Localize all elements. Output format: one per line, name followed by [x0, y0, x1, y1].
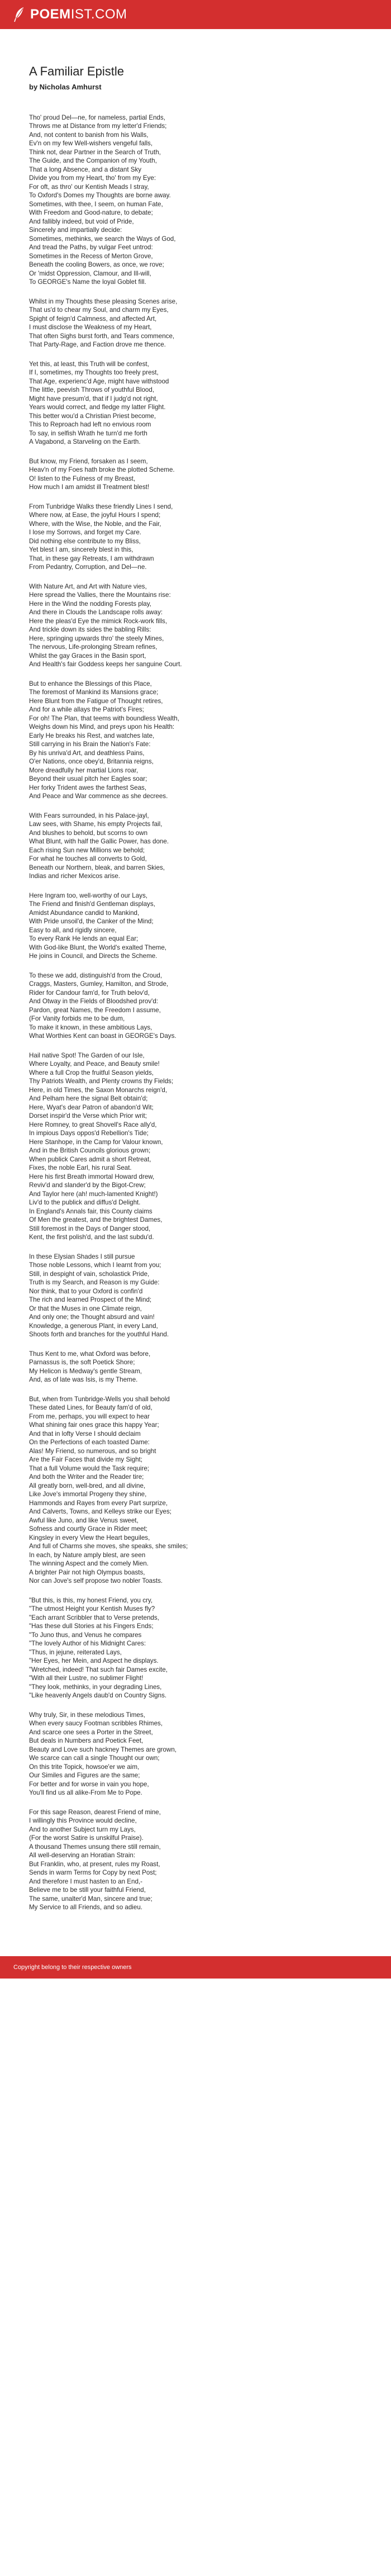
poem-line: But to enhance the Blessings of this Place,	[29, 680, 152, 687]
author-link[interactable]: Nicholas Amhurst	[39, 82, 102, 91]
poem-line: Did nothing else contribute to my Bliss,	[29, 537, 141, 545]
poem-line: But, when from Tunbridge-Wells you shall behold	[29, 1395, 170, 1403]
poem-line: Beauty and Love such hackney Themes are grown,	[29, 1745, 177, 1753]
poem-line: Those noble Lessons, which I learnt from you;	[29, 1261, 161, 1269]
poem-line: Still carrying in his Brain the Nation's Fate:	[29, 741, 151, 748]
poem-line: Here spread the Vallies, there the Mountains rise:	[29, 591, 171, 599]
poem-line: Shoots forth and branches for the youthful Hand.	[29, 1331, 169, 1338]
poem-line: What Worthies Kent can boast in GEORGE's Days.	[29, 1032, 177, 1040]
byline-label: by	[29, 82, 38, 91]
poem-line: I must disclose the Weakness of my Heart,	[29, 324, 152, 331]
poem-line: But know, my Friend, forsaken as I seem,	[29, 457, 148, 465]
poem-line: Sincerely and impartially decide:	[29, 226, 122, 234]
poem-line: O! listen to the Fulness of my Breast,	[29, 475, 136, 482]
poem-line: And in the British Councils glorious grown;	[29, 1147, 151, 1154]
poem-title: A Familiar Epistle	[29, 64, 124, 78]
poem-line: Throws me at Distance from my letter'd Friends;	[29, 122, 167, 130]
poem-line: What shining fair ones grace this happy Year;	[29, 1421, 159, 1429]
poem-line: Sometimes, with thee, I seem, on human Fate,	[29, 200, 163, 208]
poem-line: We scarce can call a single Thought our own;	[29, 1754, 160, 1762]
poem-line: Yet this, at least, this Truth will be confest,	[29, 360, 149, 368]
poem-line: Think not, dear Partner in the Search of Truth,	[29, 148, 161, 156]
poem-line: That a full Volume would the Task require;	[29, 1464, 150, 1472]
poem-line: Here the pleas'd Eye the mimick Rock-work fills,	[29, 617, 168, 625]
poem-line: From Tunbridge Walks these friendly Lines I send,	[29, 502, 173, 510]
poem-line: And full of Charms she moves, she speaks, she smiles;	[29, 1543, 188, 1550]
poem-line: With Pride unsoil'd, the Canker of the Mind;	[29, 918, 154, 925]
poem-line: "They look, methinks, in your degrading Lines,	[29, 1683, 162, 1691]
poem-line: Truth is my Search, and Reason is my Guide:	[29, 1279, 160, 1286]
poem-line: All greatly born, well-bred, and all divine,	[29, 1482, 146, 1489]
poem-line: To make it known, in these ambitious Lays,	[29, 1023, 152, 1031]
poem-line: And scarce one sees a Porter in the Street,	[29, 1728, 153, 1736]
poem-line: Rider for Candour fam'd, for Truth belov'd,	[29, 989, 150, 997]
poem-line: My Service to all Friends, and so adieu.	[29, 1904, 142, 1911]
poem-line: Where Loyalty, and Peace, and Beauty smile!	[29, 1060, 160, 1068]
poem-line: And, as of late was Isis, is my Theme.	[29, 1376, 138, 1383]
stanza	[29, 582, 362, 669]
poem-line: Yet blest I am, sincerely blest in this,	[29, 546, 133, 553]
poem-line: Her forky Trident awes the farthest Seas,	[29, 784, 147, 791]
poem-line: Years would correct, and fledge my latter Flight.	[29, 404, 166, 411]
poem-line: Amidst Abundance candid to Mankind,	[29, 909, 140, 917]
poem-line: And fallibly indeed, but void of Pride,	[29, 217, 134, 225]
poem-line: That us'd to chear my Soul, and charm my Eyes,	[29, 306, 169, 314]
poem-line: He joins in Council, and Directs the Scheme.	[29, 952, 158, 960]
poem-line: Beneath our Northern, bleak, and barren Skies,	[29, 864, 165, 871]
stanza	[29, 1253, 362, 1339]
site-logo[interactable]	[13, 7, 127, 22]
stanza	[29, 891, 362, 961]
stanza	[29, 1350, 362, 1384]
stanza	[29, 971, 362, 1041]
poem-line: Liv'd to the publick and diffus'd Delight.	[29, 1199, 141, 1206]
poem-line: Where now, at Ease, the joyful Hours I spend;	[29, 511, 161, 519]
poem-line: O'er Nations, once obey'd, Britannia reigns,	[29, 758, 154, 765]
poem-line: I willingly this Province would decline,	[29, 1817, 137, 1824]
poem-line: And therefore I must hasten to an End,-	[29, 1877, 143, 1885]
poem-line: With Freedom and Good-nature, to debate;	[29, 209, 153, 216]
poem-line: For oft, as thro' our Kentish Meads I stray,	[29, 183, 149, 191]
poem-line: The Friend and finish'd Gentleman displays,	[29, 900, 155, 908]
poem-line: "The lovely Author of his Midnight Cares:	[29, 1640, 146, 1647]
site-footer	[0, 1956, 391, 1979]
poem-line: You'll find us all alike-From Me to Pope.	[29, 1789, 142, 1796]
poem-line: In England's Annals fair, this County claims	[29, 1207, 152, 1215]
poem-line: The rich and learned Prospect of the Mind;	[29, 1296, 152, 1303]
poem-line: And for a while allays the Patriot's Fires;	[29, 706, 144, 713]
poem-line: And tread the Paths, by vulgar Feet untrod:	[29, 244, 153, 251]
poem-line: And Taylor here (ah! much-lamented Knight!)	[29, 1190, 158, 1198]
poem-line: Here Stanhope, in the Camp for Valour known,	[29, 1138, 163, 1146]
poem-line: From Pedantry, Corruption, and Del—ne.	[29, 563, 147, 571]
poem-line: With Nature Art, and Art with Nature vies,	[29, 582, 147, 590]
poem-line: And trickle down its sides the babling Rills:	[29, 626, 151, 633]
poem-line: Still, in despight of vain, scholastick Pride,	[29, 1270, 150, 1278]
stanza	[29, 1808, 362, 1912]
poem-line: A thousand Themes unsung there still remain,	[29, 1843, 161, 1851]
poem-line: And Health's fair Goddess keeps her sanguine Court.	[29, 661, 182, 668]
poem-line: (For Vanity forbids me to be dum,	[29, 1015, 125, 1022]
poem-line: Dorset inspir'd the Verse which Prior writ;	[29, 1112, 147, 1119]
poem-line: But deals in Numbers and Poetick Feet,	[29, 1737, 144, 1744]
stanza	[29, 457, 362, 492]
stanza	[29, 1395, 362, 1586]
poem-line: Easy to all, and rigidly sincere,	[29, 926, 117, 934]
poem-line: The winning Aspect and the comely Mien.	[29, 1560, 149, 1567]
poem-line: Here Ingram too, well-worthy of our Lays,	[29, 891, 147, 899]
poem-line: Thus Kent to me, what Oxford was before,	[29, 1350, 151, 1358]
poem-line: Heav'n of my Foes hath broke the plotted Scheme.	[29, 466, 175, 473]
poem-line: With God-like Blunt, the World's exalted Theme,	[29, 943, 167, 951]
poem-line: That a long Absence, and a distant Sky	[29, 165, 142, 173]
stanza	[29, 1711, 362, 1797]
poem-line: Here, springing upwards thro' the steely Mines,	[29, 634, 164, 642]
poem-line: And blushes to behold, but scorns to own	[29, 829, 148, 837]
poem-byline	[29, 83, 362, 91]
poem-line: Early He breaks his Rest, and watches late,	[29, 732, 155, 739]
poem-line: Ev'n on my few Well-wishers vengeful falls,	[29, 140, 153, 147]
poem-line: That often Sighs burst forth, and Tears commence,	[29, 332, 175, 340]
poem-line: When every saucy Footman scribbles Rhimes,	[29, 1720, 163, 1727]
poem-line: Whilst in my Thoughts these pleasing Scenes arise,	[29, 297, 178, 305]
poem-line: More dreadfully her martial Lions roar,	[29, 766, 139, 774]
poem-line: On this trite Topick, howsoe'er we aim,	[29, 1763, 140, 1771]
poem-line: Divide you from my Heart, tho' from my Eye:	[29, 174, 156, 182]
poem-line: With Fears surrounded, in his Palace-jayl,	[29, 812, 149, 819]
poem-line: Where, with the Wise, the Noble, and the Fair,	[29, 520, 161, 528]
poem-line: And to another Subject turn my Lays,	[29, 1825, 136, 1833]
poem-line: And, not content to banish from his Walls,	[29, 131, 149, 139]
poem-line: Whilst the gay Graces in the Basin sport,	[29, 652, 146, 660]
poem-line: Indias and richer Mexicos arise.	[29, 872, 121, 880]
poem-line: Beneath the cooling Bowers, as once, we rove;	[29, 261, 164, 268]
poem-line: Sometimes, methinks, we search the Ways of God,	[29, 235, 176, 243]
poem-line: Tho' proud Del—ne, for nameless, partial Ends,	[29, 113, 165, 121]
poem-line: Are the Fair Faces that divide my Sight;	[29, 1456, 142, 1463]
poem-line: "With all their Lustre, no sublimer Flight!	[29, 1674, 144, 1682]
poem-line: These dated Lines, for Beauty fam'd of old,	[29, 1404, 152, 1411]
poem-line: And Calverts, Towns, and Kelleys strike our Eyes;	[29, 1508, 171, 1515]
poem-line: Or that the Muses in one Climate reign,	[29, 1304, 142, 1312]
poem-content	[0, 29, 391, 1956]
poem-line: Our Similes and Figures are the same;	[29, 1772, 140, 1779]
poem-line: In each, by Nature amply blest, are seen	[29, 1551, 146, 1559]
poem-line: Still foremost in the Days of Danger stood,	[29, 1225, 151, 1232]
poem-line: And Pelham here the signal Belt obtain'd;	[29, 1095, 148, 1102]
poem-line: For this sage Reason, dearest Friend of mine,	[29, 1808, 161, 1816]
poem-line: And there in Clouds the Landscape rolls away:	[29, 609, 163, 616]
poem-line: By his unriva'd Art, and deathless Pains,	[29, 749, 145, 757]
poem-line: Pardon, great Names, the Freedom I assume,	[29, 1006, 161, 1014]
poem-line: "But this, is this, my honest Friend, you cry,	[29, 1596, 153, 1604]
poem-line: Each rising Sun new Millions we behold;	[29, 846, 145, 854]
poem-line: When publick Cares admit a short Retreat,	[29, 1155, 151, 1163]
stanza	[29, 297, 362, 349]
poem-line: Kingsley in every View the Heart beguiles,	[29, 1534, 150, 1541]
logo-text-bold: POEM	[30, 7, 71, 22]
poem-line: Of Men the greatest, and the brightest Dames,	[29, 1216, 163, 1223]
poem-line: The nervous, Life-prolonging Stream refines,	[29, 643, 158, 651]
stanza	[29, 113, 362, 287]
stanza	[29, 1596, 362, 1700]
poem-line: Here in the Wind the nodding Forests play,	[29, 600, 151, 608]
poem-line: On the Perfections of each toasted Dame:	[29, 1439, 150, 1446]
poem-line: But Franklin, who, at present, rules my Roast,	[29, 1860, 160, 1868]
poem-line: Sometimes in the Recess of Merton Grove,	[29, 252, 153, 260]
poem-line: Sends in warm Terms for Copy by next Post;	[29, 1869, 157, 1876]
poem-line: Might have presum'd, that if I judg'd not right,	[29, 395, 158, 402]
poem-body	[29, 113, 362, 1912]
poem-line: Nor think, that to your Oxford is confin'd	[29, 1287, 143, 1295]
poem-line: Law sees, with Shame, his empty Projects fail,	[29, 820, 163, 828]
poem-line: To every Rank He lends an equal Ear;	[29, 935, 139, 942]
poem-line: Where a full Crop the fruitful Season yields,	[29, 1069, 154, 1076]
poem-line: I lose my Sorrows, and forget my Care.	[29, 529, 142, 536]
poem-line: And Otway in the Fields of Bloodshed prov'd:	[29, 998, 158, 1005]
poem-line: And both the Writer and the Reader tire;	[29, 1473, 144, 1481]
poem-line: Here Romney, to great Shovell's Race ally'd,	[29, 1121, 157, 1128]
poem-line: Hammonds and Rayes from every Part surprize,	[29, 1499, 168, 1507]
poem-line: How much I am amidst ill Treatment blest!	[29, 483, 150, 491]
poem-line: Alas! My Friend, so numerous, and so bright	[29, 1447, 156, 1455]
poem-line: "Her Eyes, her Mein, and Aspect he displays.	[29, 1657, 159, 1664]
poem-line: My Helicon is Medway's gentle Stream,	[29, 1367, 142, 1375]
feather-icon	[13, 7, 26, 22]
poem-line: Weighs down his Mind, and preys upon his Health:	[29, 723, 175, 730]
logo-text-thin: IST.COM	[70, 7, 127, 22]
poem-line: Or 'midst Oppression, Clamour, and Ill-will,	[29, 269, 151, 277]
poem-line: Kent, the first polish'd, and the last subdu'd.	[29, 1234, 154, 1241]
poem-line: That Party-Rage, and Faction drove me thence.	[29, 341, 166, 348]
poem-line: For oh! The Plan, that teems with boundless Wealth,	[29, 714, 179, 722]
poem-line: Here, Wyat's dear Patron of abandon'd Wit;	[29, 1103, 154, 1111]
poem-line: This better wou'd a Christian Priest become,	[29, 412, 156, 420]
poem-line: Awful like Juno, and like Venus sweet,	[29, 1516, 139, 1524]
poem-line: The Guide, and the Companion of my Youth,	[29, 157, 157, 164]
poem-line: "Wretched, indeed! That such fair Dames excite,	[29, 1666, 168, 1673]
poem-line: To say, in selfish Wrath he turn'd me forth	[29, 429, 147, 437]
poem-line: Like Jove's immortal Progeny they shine,	[29, 1491, 147, 1498]
poem-line: Beyond their usual pitch her Eagles soar;	[29, 775, 147, 782]
poem-line: Believe me to be still your faithful Friend,	[29, 1886, 146, 1894]
poem-line: That, in these gay Retreats, I am withdrawn	[29, 554, 154, 562]
poem-line: To GEORGE's Name the loyal Goblet fill.	[29, 278, 146, 286]
poem-line: "Each arrant Scribbler that to Verse pretends,	[29, 1614, 159, 1621]
poem-line: "Thus, in jejune, reiterated Lays,	[29, 1648, 122, 1656]
poem-line: Why truly, Sir, in these melodious Times,	[29, 1711, 145, 1719]
poem-line: This to Reproach had left no envious room	[29, 421, 151, 428]
poem-line: A Vagabond, a Starveling on the Earth.	[29, 438, 141, 445]
stanza	[29, 360, 362, 447]
poem-line: "Has these dull Stories at his Fingers Ends;	[29, 1623, 154, 1630]
poem-line: What Blunt, with half the Gallic Power, has done.	[29, 838, 169, 845]
stanza	[29, 812, 362, 881]
poem-line: To Oxford's Domes my Thoughts are borne away.	[29, 192, 171, 199]
poem-line: A brighter Pair not high Olympus boasts,	[29, 1568, 145, 1576]
poem-line: "To Juno thus, and Venus he compares	[29, 1631, 142, 1639]
copyright-text: Copyright belong to their respective owners	[13, 1963, 132, 1971]
poem-line: Parnassus is, the soft Poetick Shore;	[29, 1359, 135, 1366]
poem-line: Here Blunt from the Fatigue of Thought retires,	[29, 697, 163, 705]
poem-line: Here his first Breath immortal Howard drew,	[29, 1173, 155, 1180]
poem-line: "Like heavenly Angels daub'd on Country Signs.	[29, 1692, 167, 1699]
poem-line: Fixes, the noble Earl, his rural Seat.	[29, 1164, 132, 1171]
poem-line: For better and for worse in vain you hope,	[29, 1780, 149, 1788]
poem-line: Craggs, Masters, Gumley, Hamilton, and Strode,	[29, 980, 169, 988]
stanza	[29, 680, 362, 801]
stanza	[29, 1051, 362, 1242]
poem-line: Hail native Spot! The Garden of our Isle,	[29, 1051, 145, 1059]
poem-line: All well-deserving an Horatian Strain:	[29, 1852, 136, 1859]
poem-line: In impious Days oppos'd Rebellion's Tide;	[29, 1130, 149, 1137]
poem-line: "The utmost Height your Kentish Muses fly?	[29, 1605, 155, 1612]
poem-line: That Age, experienc'd Age, might have withstood	[29, 377, 169, 385]
stanza	[29, 502, 362, 572]
poem-line: If I, sometimes, my Thoughts too freely prest,	[29, 369, 159, 376]
poem-line: To these we add, distinguish'd from the Croud,	[29, 971, 163, 979]
poem-line: The same, unalter'd Man, sincere and true;	[29, 1895, 152, 1903]
poem-line: Nor can Jove's self propose two nobler Toasts.	[29, 1577, 163, 1584]
poem-line: Knowledge, a generous Plant, in every Land,	[29, 1322, 158, 1330]
poem-line: And only one; the Thought absurd and vain!	[29, 1313, 155, 1321]
poem-line: The foremost of Mankind its Mansions grace;	[29, 689, 159, 696]
site-header	[0, 0, 391, 29]
poem-line: (For the worst Satire is unskilful Praise).	[29, 1834, 144, 1842]
poem-line: And Peace and War commence as she decrees.	[29, 793, 168, 800]
poem-line: Here, in old Times, the Saxon Monarchs reign'd,	[29, 1086, 168, 1094]
poem-line: For what he touches all converts to Gold,	[29, 855, 147, 862]
poem-line: Reviv'd and slander'd by the Bigot-Crew;	[29, 1182, 146, 1189]
poem-line: Sofness and courtly Grace in Rider meet;	[29, 1525, 148, 1533]
poem-line: From me, perhaps, you will expect to hear	[29, 1412, 150, 1420]
poem-line: Spight of feign'd Calmness, and affected Art,	[29, 315, 157, 322]
poem-line: And that in lofty Verse I should declaim	[29, 1430, 141, 1438]
poem-line: In these Elysian Shades I still pursue	[29, 1253, 135, 1260]
poem-line: The little, peevish Throws of youthful Blood,	[29, 386, 155, 393]
poem-line: Thy Patriots Wealth, and Plenty crowns thy Fields;	[29, 1078, 174, 1085]
